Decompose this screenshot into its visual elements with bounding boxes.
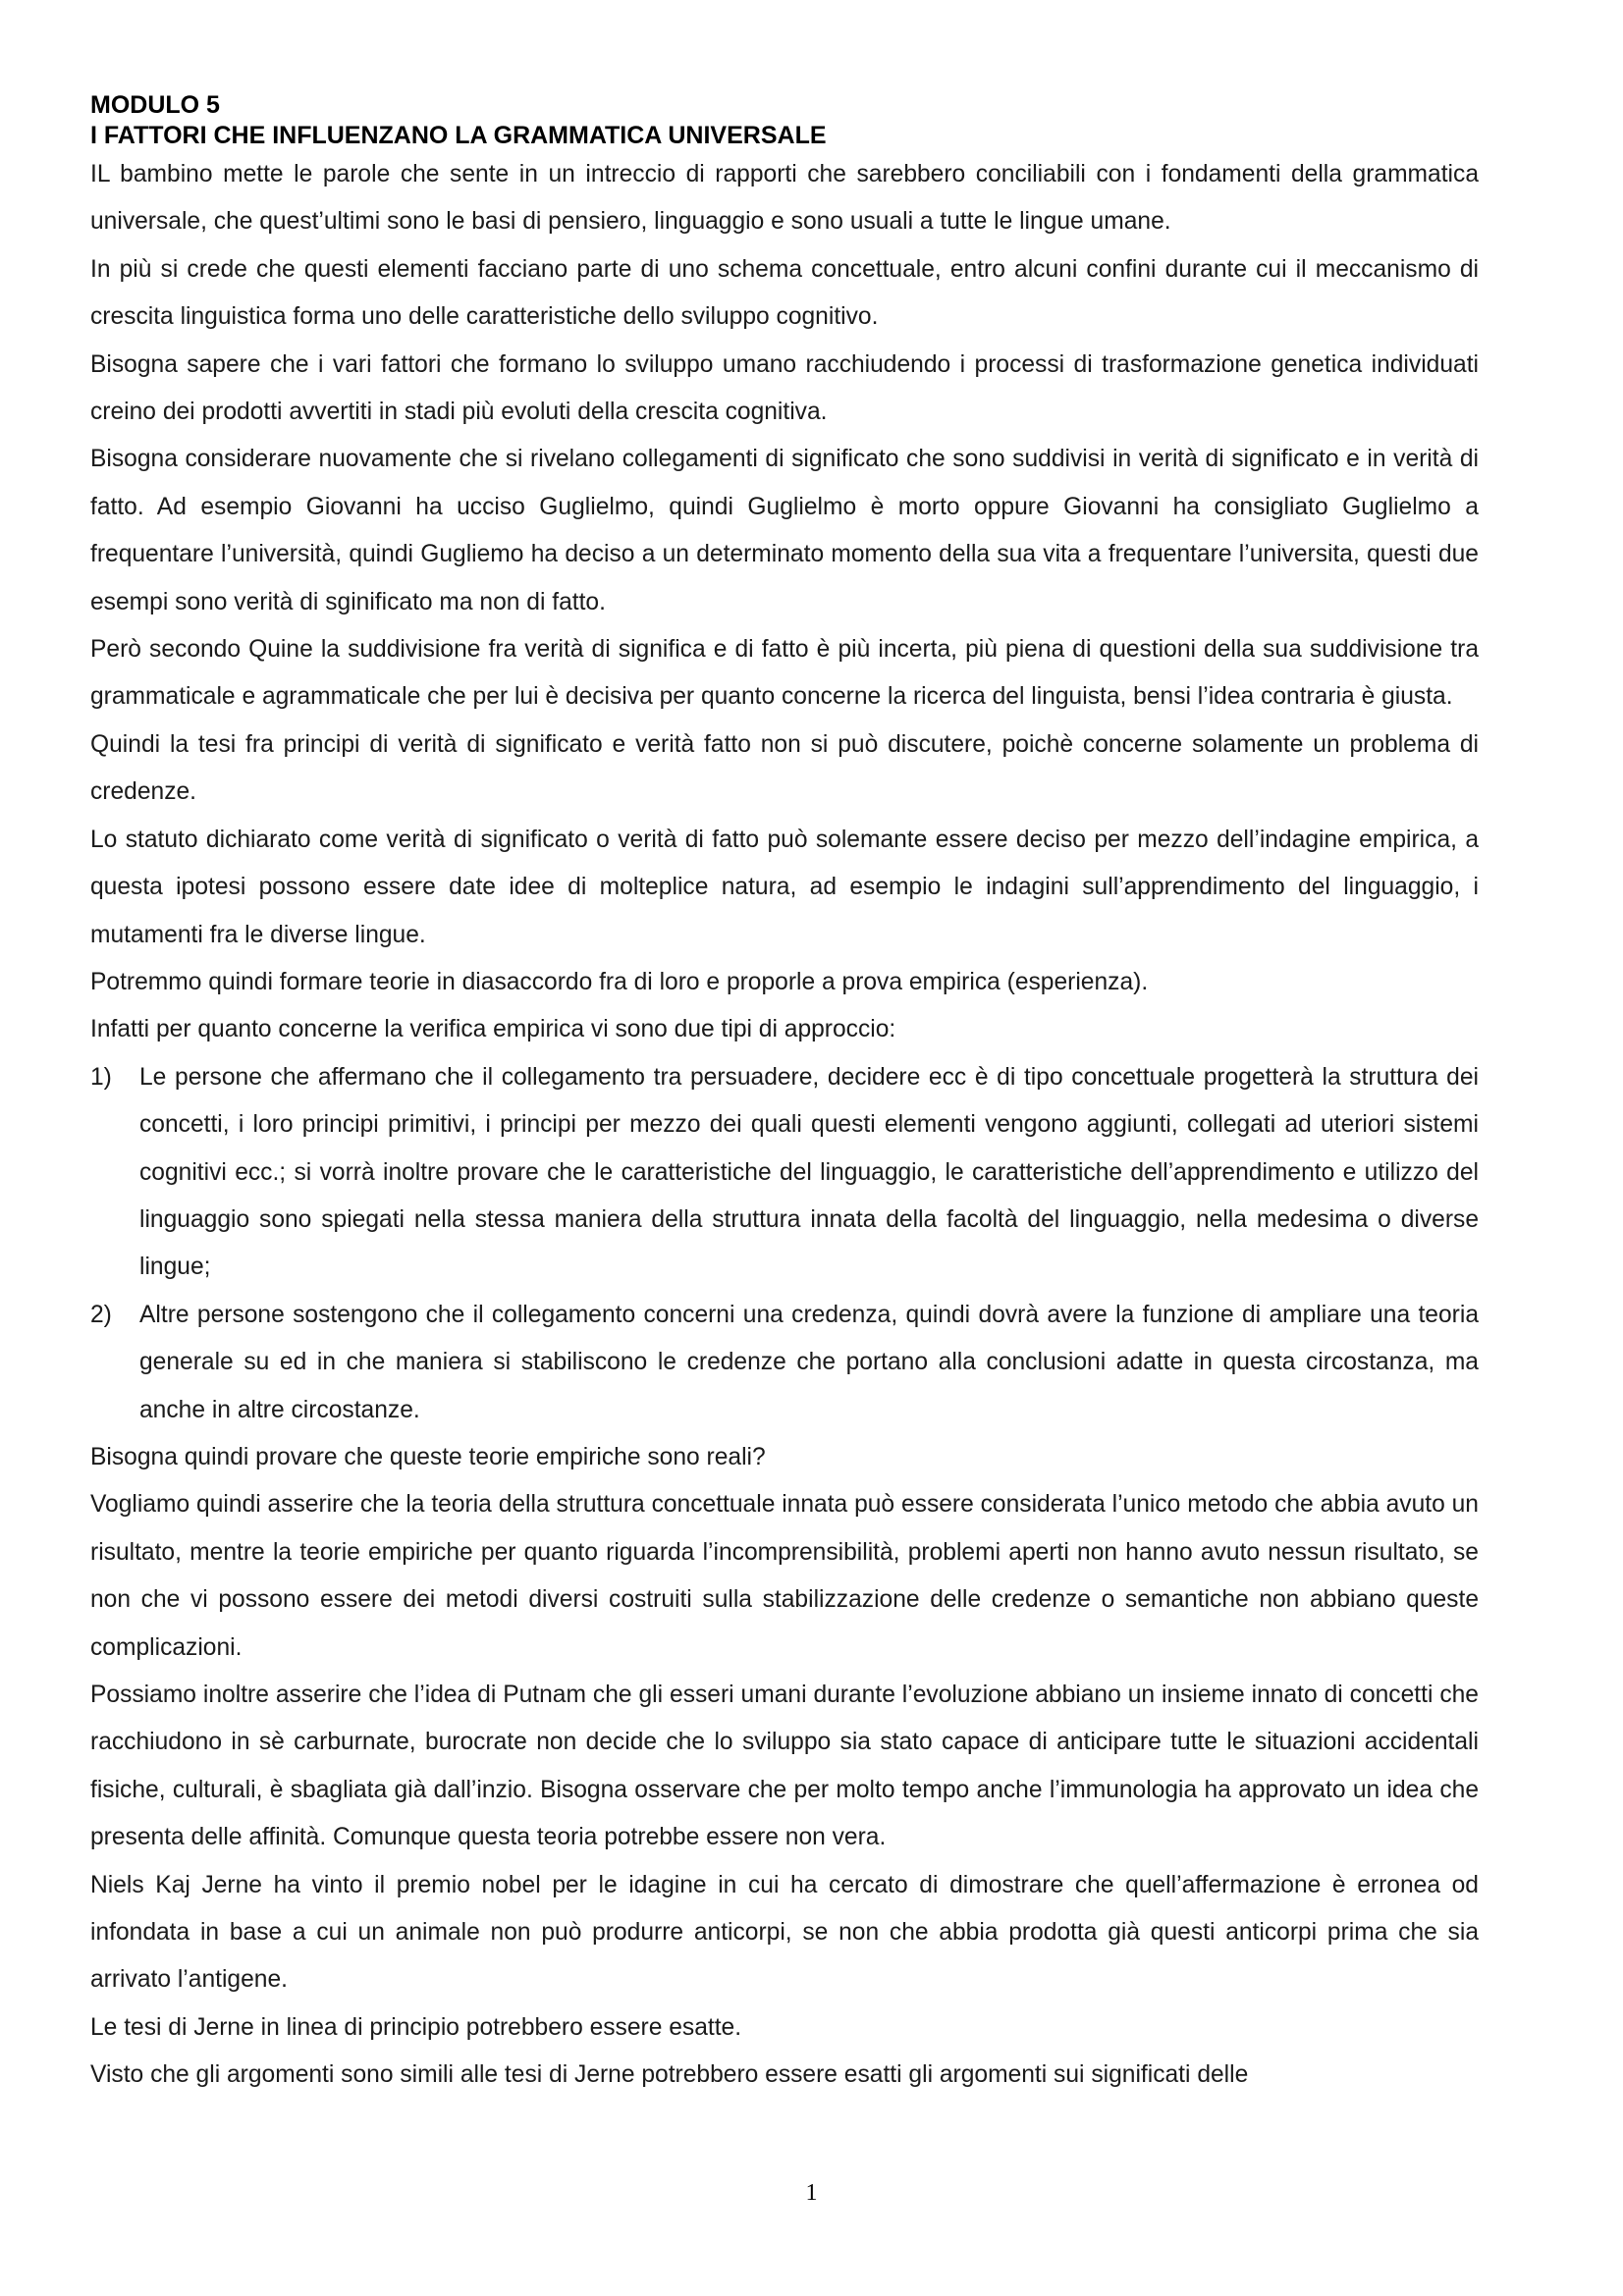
paragraph: Quindi la tesi fra principi di verità di significato e verità fatto non si può discutere, poichè concerne solamente un problema di credenze. (90, 730, 1479, 806)
numbered-list (90, 1054, 1479, 1434)
paragraph: Bisogna sapere che i vari fattori che formano lo sviluppo umano racchiudendo i processi di trasformazione genetica individuati creino dei prodotti avvertiti in stadi più evoluti della crescita cognitiva. (90, 350, 1479, 426)
paragraph: Vogliamo quindi asserire che la teoria della struttura concettuale innata può essere considerata l’unico metodo che abbia avuto un risultato, mentre la teorie empiriche per quanto riguarda l’incomprensibilità, problemi aperti non hanno avuto nessun risultato, se non che vi possono essere dei metodi diversi costruiti sulla stabilizzazione delle credenze o semantiche non abbiano queste complicazioni. (90, 1491, 1479, 1661)
list-item-text: Le persone che affermano che il collegamento tra persuadere, decidere ecc è di tipo concettuale progetterà la struttura dei concetti, i loro principi primitivi, i principi per mezzo dei quali questi elementi vengono aggiunti, collegati ad uteriori sistemi cognitivi ecc.; si vorrà inoltre provare che le caratteristiche del linguaggio, le caratteristiche dell’apprendimento e utilizzo del linguaggio sono spiegati nella stessa maniera della struttura innata della facoltà del linguaggio, nella medesima o diverse lingue; (139, 1063, 1479, 1281)
list-item-marker: 2) (90, 1301, 112, 1328)
list-item (90, 1292, 1479, 1434)
paragraph: Bisogna quindi provare che queste teorie empiriche sono reali? (90, 1443, 766, 1470)
paragraph: Infatti per quanto concerne la verifica empirica vi sono due tipi di approccio: (90, 1016, 896, 1043)
document-body (90, 151, 1479, 2100)
document-page (90, 90, 1479, 2100)
paragraph: Visto che gli argomenti sono simili alle tesi di Jerne potrebbero essere esatti gli argomenti sui significati delle (90, 2061, 1249, 2089)
paragraph: Potremmo quindi formare teorie in diasaccordo fra di loro e proporle a prova empirica (esperienza). (90, 968, 1149, 995)
paragraph: Lo statuto dichiarato come verità di significato o verità di fatto può solemante essere deciso per mezzo dell’indagine empirica, a questa ipotesi possono essere date idee di molteplice natura, ad esempio le indagini sull’apprendimento del linguaggio, i mutamenti fra le diverse lingue. (90, 826, 1479, 948)
page-title: I FATTORI CHE INFLUENZANO LA GRAMMATICA UNIVERSALE (90, 122, 827, 149)
list-item-text: Altre persone sostengono che il collegamento concerni una credenza, quindi dovrà avere la funzione di ampliare una teoria generale su ed in che maniera si stabiliscono le credenze che portano alla conclusioni adatte in questa circostanza, ma anche in altre circostanze. (139, 1301, 1479, 1423)
module-label: MODULO 5 (90, 91, 220, 119)
page-number: 1 (805, 2180, 818, 2206)
paragraph: Bisogna considerare nuovamente che si rivelano collegamenti di significato che sono suddivisi in verità di significato e in verità di fatto. Ad esempio Giovanni ha ucciso Guglielmo, quindi Guglielmo è morto oppure Giovanni ha consigliato Guglielmo a frequentare l’università, quindi Gugliemo ha deciso a un determinato momento della sua vita a frequentare l’universita, questi due esempi sono verità di sginificato ma non di fatto. (90, 446, 1479, 615)
paragraph: Possiamo inoltre asserire che l’idea di Putnam che gli esseri umani durante l’evoluzione abbiano un insieme innato di concetti che racchiudono in sè carburnate, burocrate non decide che lo sviluppo sia stato capace di anticipare tutte le situazioni accidentali fisiche, culturali, è sbagliata già dall’inzio. Bisogna osservare che per molto tempo anche l’immunologia ha approvato un idea che presenta delle affinità. Comunque questa teoria potrebbe essere non vera. (90, 1682, 1479, 1851)
paragraph: IL bambino mette le parole che sente in un intreccio di rapporti che sarebbero conciliabili con i fondamenti della grammatica universale, che quest’ultimi sono le basi di pensiero, linguaggio e sono usuali a tutte le lingue umane. (90, 161, 1479, 236)
paragraph: In più si crede che questi elementi facciano parte di uno schema concettuale, entro alcuni confini durante cui il meccanismo di crescita linguistica forma uno delle caratteristiche dello sviluppo cognitivo. (90, 255, 1479, 331)
list-item (90, 1054, 1479, 1292)
paragraph: Le tesi di Jerne in linea di principio potrebbero essere esatte. (90, 2013, 742, 2041)
list-item-marker: 1) (90, 1063, 112, 1091)
paragraph: Però secondo Quine la suddivisione fra verità di significa e di fatto è più incerta, più piena di questioni della sua suddivisione tra grammaticale e agrammaticale che per lui è decisiva per quanto concerne la ricerca del linguista, bensi l’idea contraria è giusta. (90, 636, 1479, 711)
paragraph: Niels Kaj Jerne ha vinto il premio nobel per le idagine in cui ha cercato di dimostrare che quell’affermazione è erronea od infondata in base a cui un animale non può produrre anticorpi, se non che abbia prodotta già questi anticorpi prima che sia arrivato l’antigene. (90, 1871, 1479, 1994)
